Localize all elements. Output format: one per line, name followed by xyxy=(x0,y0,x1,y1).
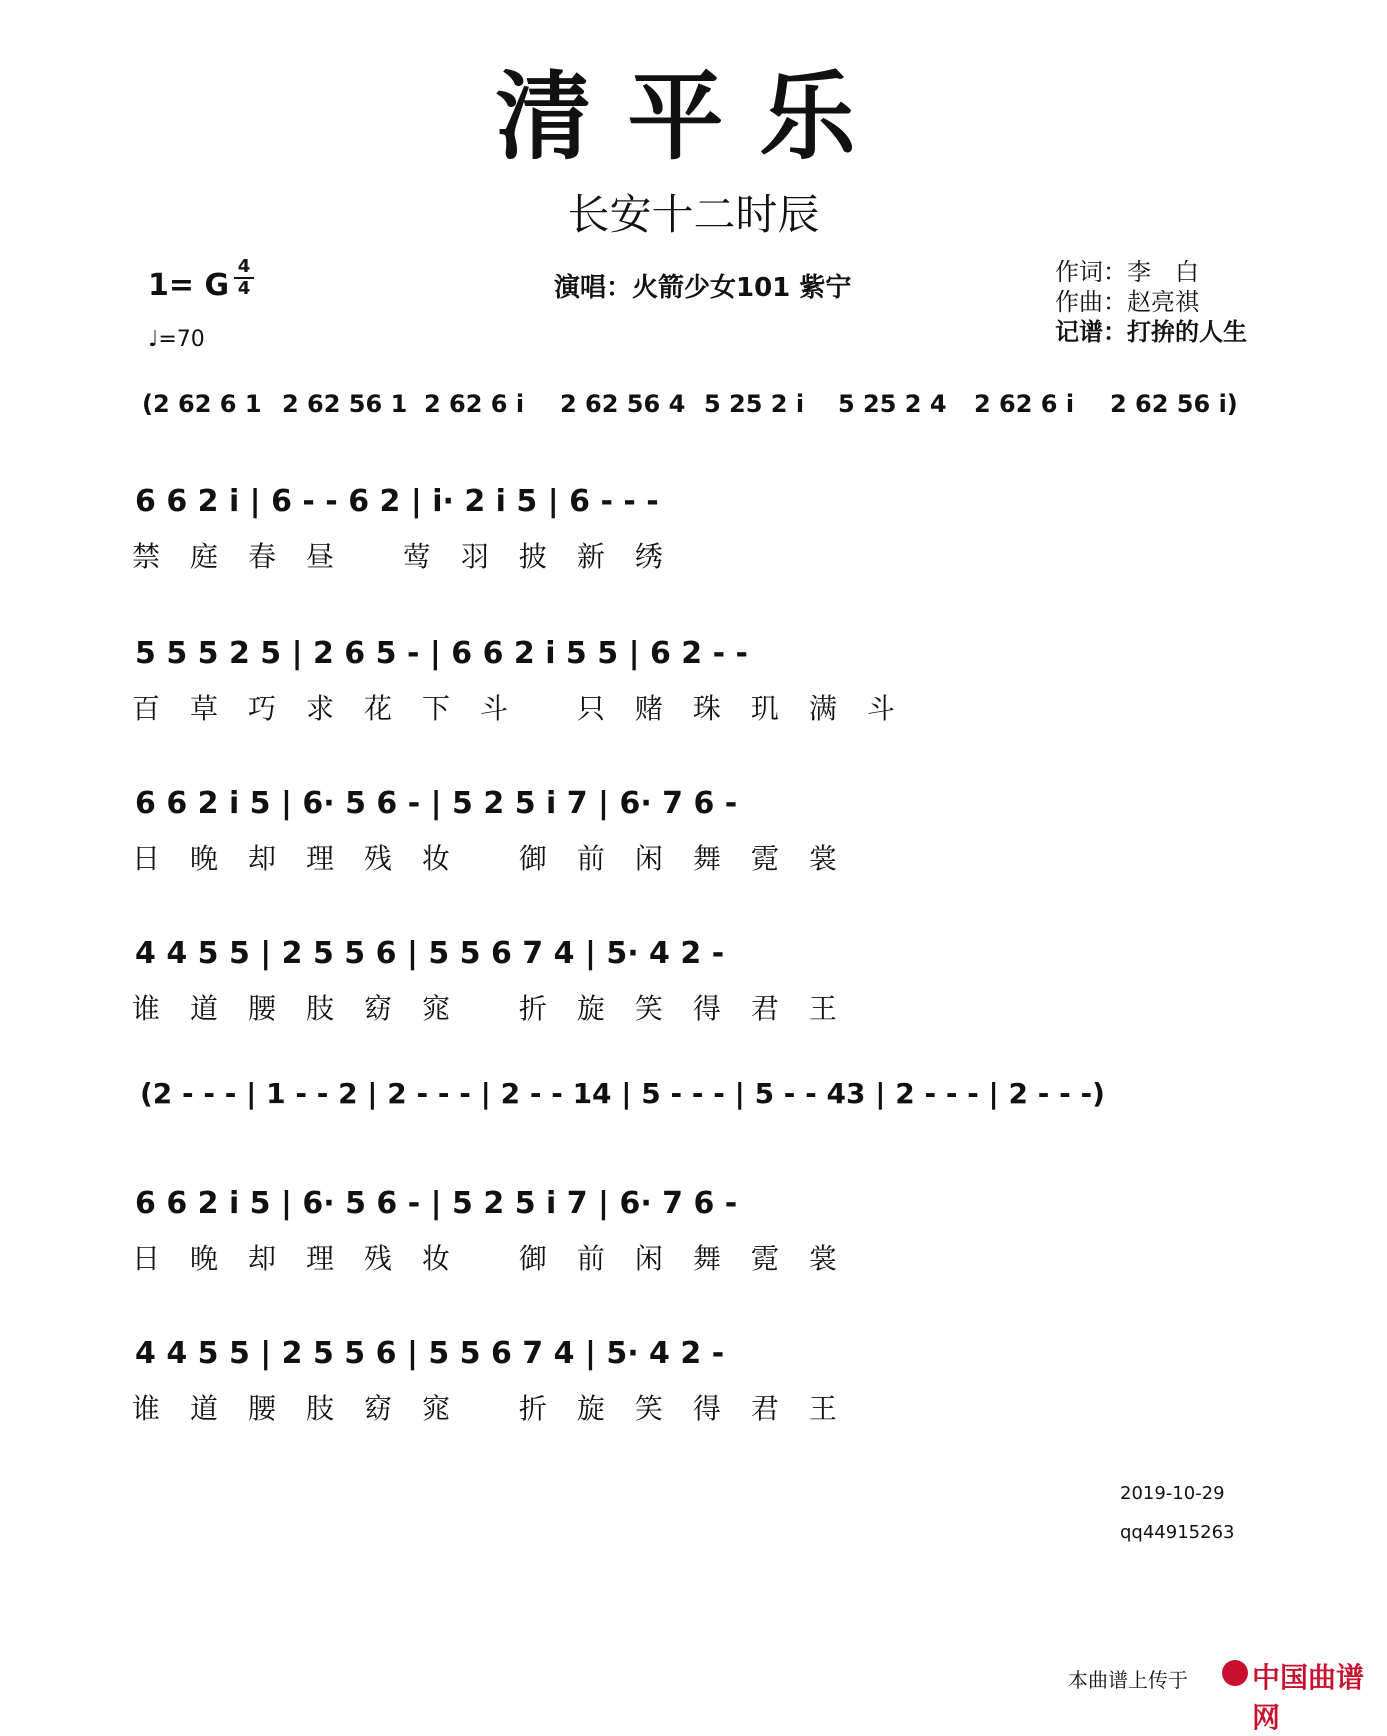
intro-measure: 5 25 2 4 xyxy=(838,390,947,418)
intro-measure: 2 62 56 i) xyxy=(1110,390,1238,418)
score-line-7 xyxy=(0,1330,1387,1430)
line-notes xyxy=(0,1180,1387,1240)
lyrics-text: 谁道腰肢窈窕 折旋笑得君王 xyxy=(132,992,867,1025)
line-notes xyxy=(0,630,1387,690)
line-notes xyxy=(0,780,1387,840)
score-line-4 xyxy=(0,930,1387,1030)
composer-credit: 作曲：赵亮祺 xyxy=(1055,288,1199,316)
song-title: 清平乐 xyxy=(495,61,892,173)
line-notes xyxy=(0,478,1387,538)
score-line-1 xyxy=(0,478,1387,578)
intro-measure: 2 62 56 1 xyxy=(282,390,408,418)
intro-measure: 2 62 56 4 xyxy=(560,390,686,418)
score-line-2 xyxy=(0,630,1387,730)
score-line-6 xyxy=(0,1180,1387,1280)
line-notes xyxy=(0,930,1387,990)
line-lyrics xyxy=(0,540,1387,580)
intro-measure: 5 25 2 i xyxy=(704,390,805,418)
score-line-3 xyxy=(0,780,1387,880)
lyrics-text: 谁道腰肢窈窕 折旋笑得君王 xyxy=(132,1392,867,1425)
time-signature: 4 4 xyxy=(234,258,254,298)
score-line-5-interlude xyxy=(0,1070,1387,1140)
key-signature: 1= G xyxy=(148,268,230,303)
site-logo-icon xyxy=(1222,1660,1248,1686)
notes-text: 4 4 5 5 | 2 5 5 6 | 5 5 6 7 4 | 5· 4 2 - xyxy=(135,1336,725,1371)
intro-staff xyxy=(0,378,1387,428)
site-logo: 中国曲谱网 xyxy=(1252,1661,1365,1734)
qq-text: qq44915263 xyxy=(1120,1522,1235,1543)
lyrics-text: 禁庭春昼 莺羽披新绣 xyxy=(132,540,693,573)
line-lyrics xyxy=(0,1242,1387,1282)
intro-measure: 2 62 6 i xyxy=(424,390,525,418)
intro-measure: 2 62 6 i xyxy=(974,390,1075,418)
transcriber-credit: 记谱：打拚的人生 xyxy=(1055,318,1247,346)
lyrics-text: 百草巧求花下斗 只赌珠玑满斗 xyxy=(132,692,925,725)
lyricist-credit: 作词：李 白 xyxy=(1055,258,1199,286)
notes-text: 6 6 2 i 5 | 6· 5 6 - | 5 2 5 i 7 | 6· 7 6 - xyxy=(135,1186,738,1221)
lyrics-text: 日晚却理残妆 御前闲舞霓裳 xyxy=(132,842,867,875)
line-notes xyxy=(0,1330,1387,1390)
intro-notes xyxy=(0,378,1387,438)
intro-measure: (2 62 6 1 xyxy=(142,390,262,418)
line-lyrics xyxy=(0,992,1387,1032)
line-lyrics xyxy=(0,1392,1387,1432)
song-subtitle: 长安十二时辰 xyxy=(567,190,820,239)
notes-text: 6 6 2 i 5 | 6· 5 6 - | 5 2 5 i 7 | 6· 7 6 - xyxy=(135,786,738,821)
line-lyrics xyxy=(0,842,1387,882)
line-notes xyxy=(0,1070,1387,1130)
lyrics-text: 日晚却理残妆 御前闲舞霓裳 xyxy=(132,1242,867,1275)
notes-text: (2 - - - | 1 - - 2 | 2 - - - | 2 - - 14 | 5 - - - | 5 - - 43 | 2 - - - | 2 - - -) xyxy=(140,1077,1105,1110)
notes-text: 6 6 2 i | 6 - - 6 2 | i· 2 i 5 | 6 - - - xyxy=(135,484,659,519)
date-text: 2019-10-29 xyxy=(1120,1483,1225,1504)
notes-text: 4 4 5 5 | 2 5 5 6 | 5 5 6 7 4 | 5· 4 2 - xyxy=(135,936,725,971)
notes-text: 5 5 5 2 5 | 2 6 5 - | 6 6 2 i 5 5 | 6 2 - - xyxy=(135,636,748,671)
tempo-marking: ♩=70 xyxy=(148,327,205,352)
footer-text: 本曲谱上传于 xyxy=(1068,1668,1188,1692)
line-lyrics xyxy=(0,692,1387,732)
singer-credit: 演唱：火箭少女101 紫宁 xyxy=(554,273,852,303)
